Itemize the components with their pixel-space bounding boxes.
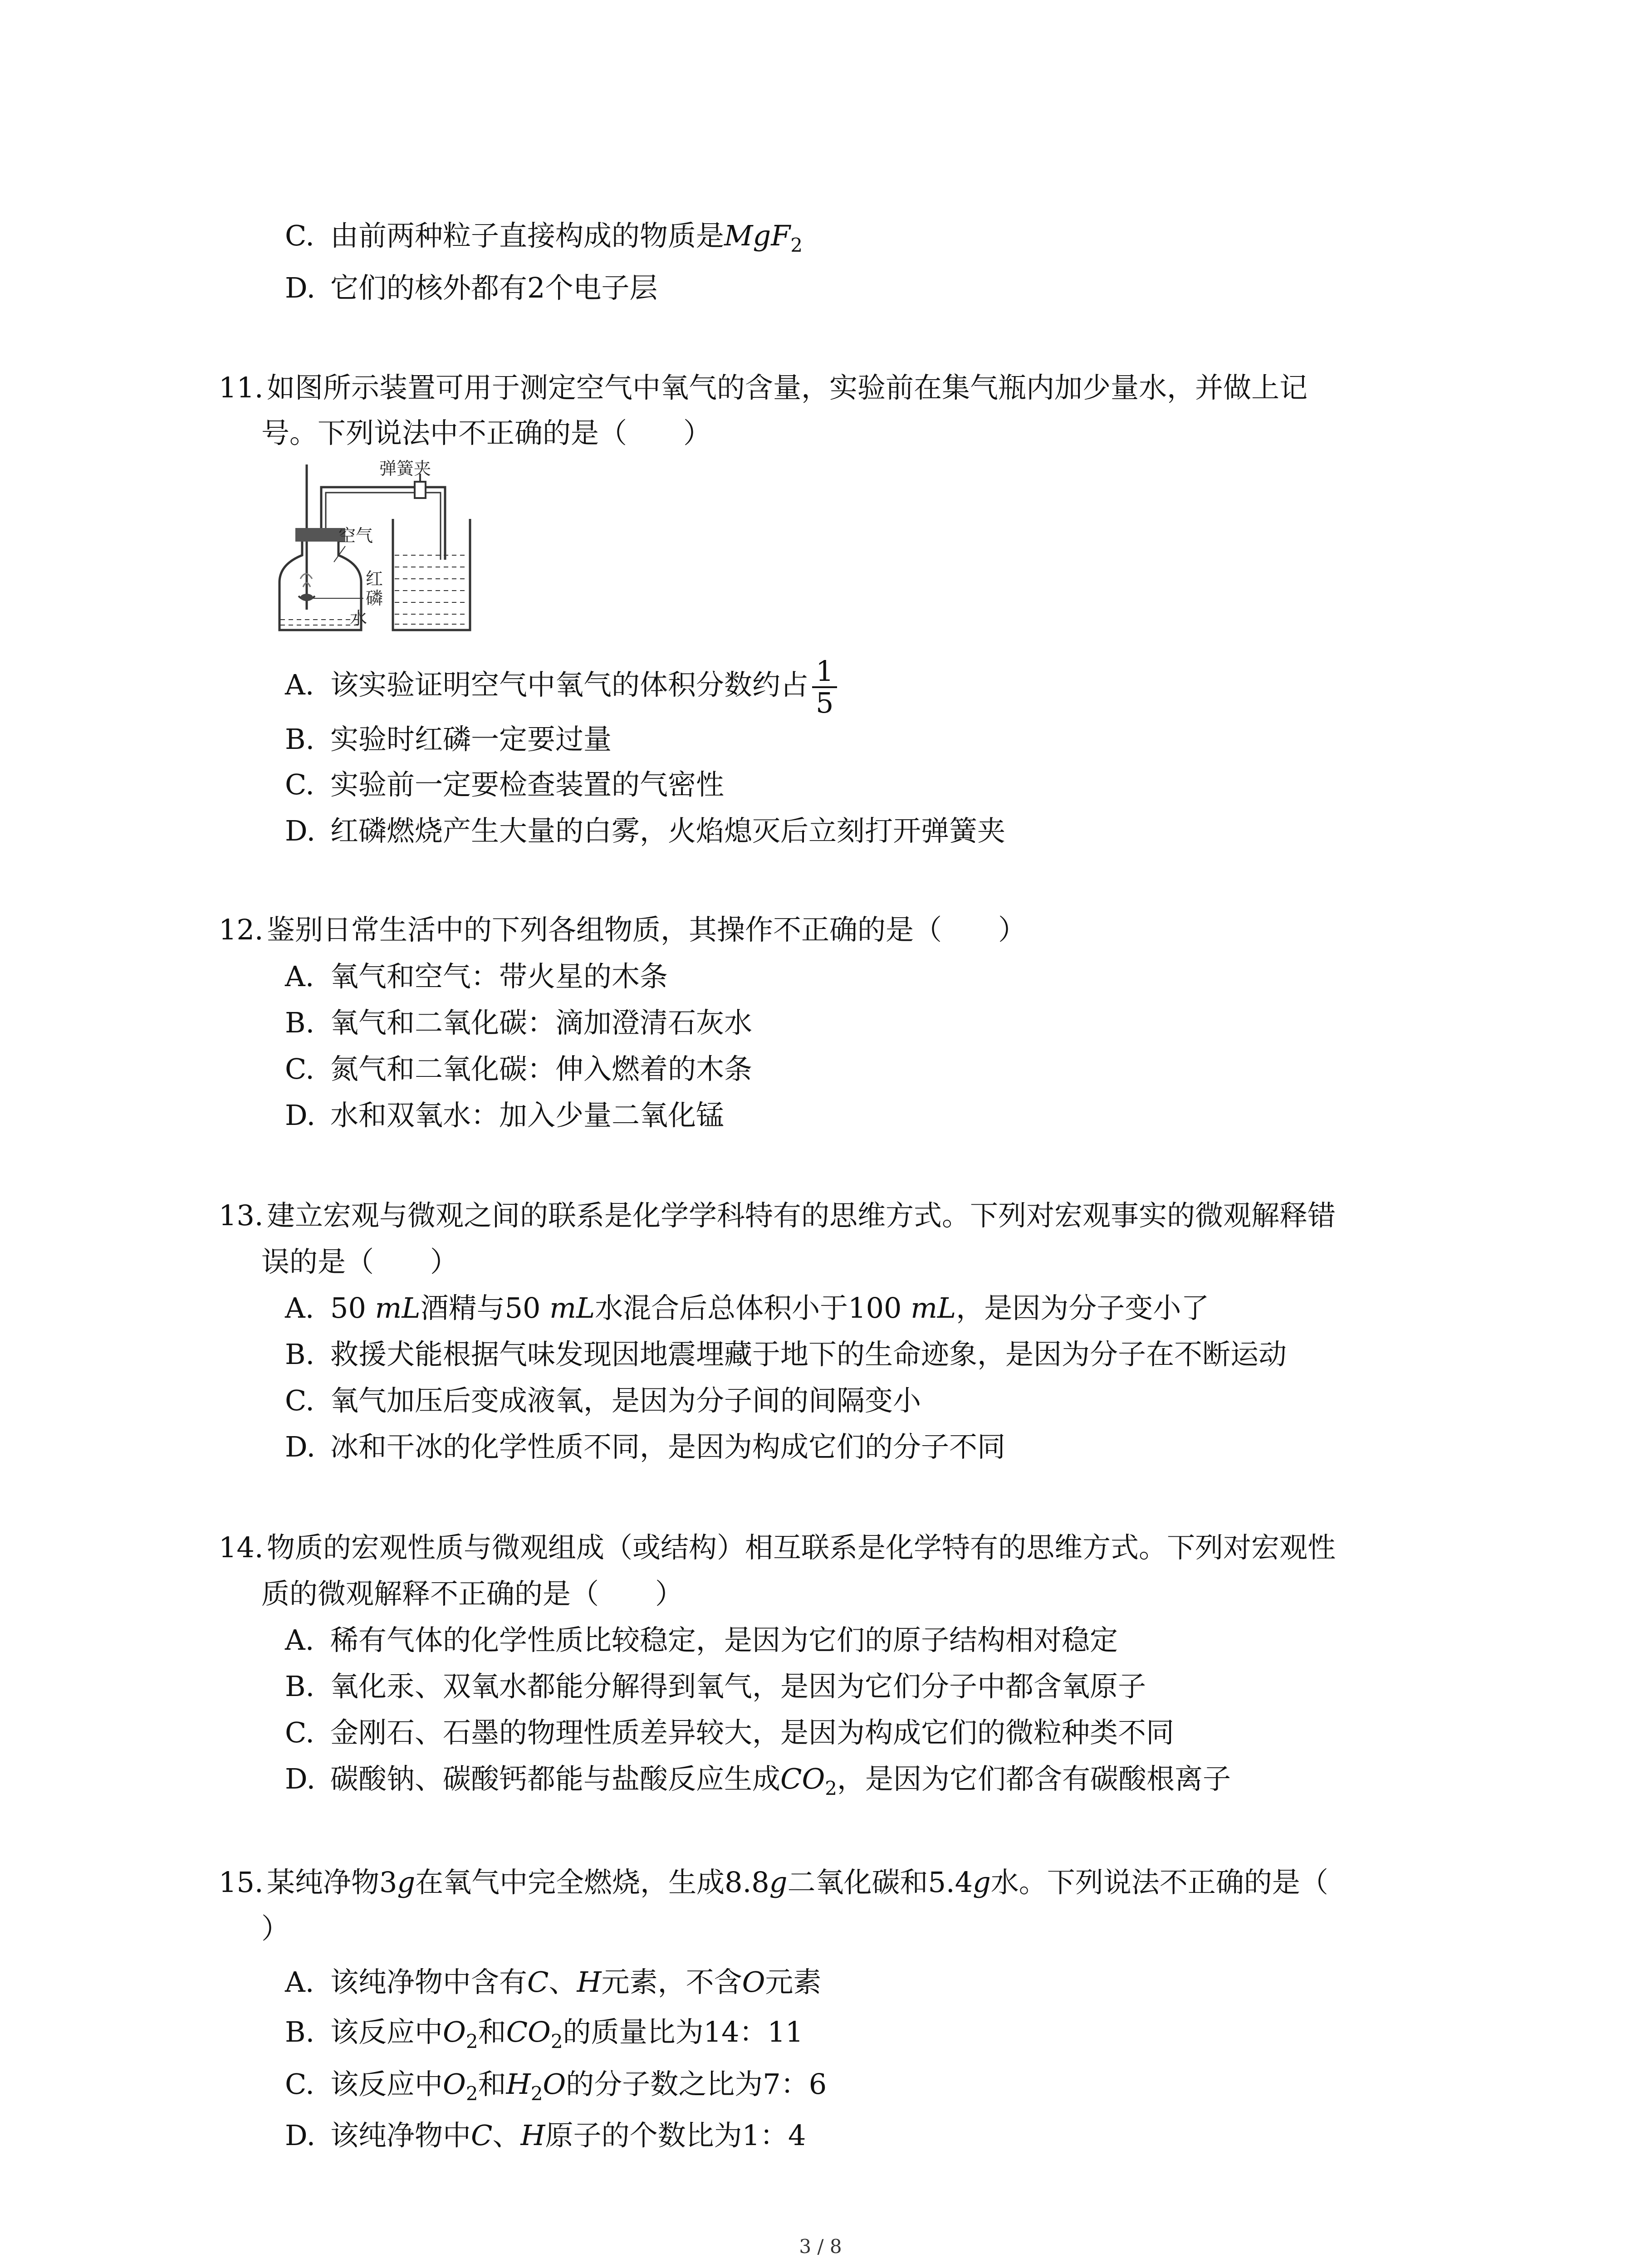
q12-stem: 12. 鉴别日常生活中的下列各组物质，其操作不正确的是（ ） bbox=[219, 913, 1027, 946]
q14-option-b: B. 氧化汞、双氧水都能分解得到氧气，是因为它们分子中都含氧原子 bbox=[285, 1670, 1146, 1703]
fraction-one-fifth: $\frac{1}{5}$ bbox=[812, 656, 837, 718]
q15-option-d: D. 该纯净物中C、H原子的个数比为1：4 bbox=[285, 2119, 806, 2152]
gas-collecting-bottle bbox=[279, 542, 361, 630]
q11-stem-line1: 11. 如图所示装置可用于测定空气中氧气的含量，实验前在集气瓶内加少量水，并做上记 bbox=[219, 371, 1308, 404]
q10-option-d: D. 它们的核外都有2个电子层 bbox=[285, 271, 658, 304]
q11-option-c: C. 实验前一定要检查装置的气密性 bbox=[285, 768, 725, 801]
q14-option-d: D. 碳酸钠、碳酸钙都能与盐酸反应生成$CO_2$，是因为它们都含有碳酸根离子 bbox=[285, 1762, 1231, 1799]
q15-option-c: C. 该反应中$O_2$和$H_2O$的分子数之比为7：6 bbox=[285, 2068, 827, 2105]
q11-option-a: A. 该实验证明空气中氧气的体积分数约占 $\frac{1}{5}$ bbox=[285, 655, 837, 718]
beaker bbox=[393, 519, 470, 630]
q10-option-c: C. 由前两种粒子直接构成的物质是MgF$_2$ bbox=[285, 219, 803, 256]
oxygen-measurement-apparatus-figure bbox=[270, 460, 552, 641]
figure-label-water: 水 bbox=[350, 608, 367, 628]
q15-stem-line1: 15. 某纯净物3g在氧气中完全燃烧，生成8.8g二氧化碳和5.4g水。下列说法不正确的是（ bbox=[219, 1866, 1328, 1899]
q13-option-b: B. 救援犬能根据气味发现因地震埋藏于地下的生命迹象，是因为分子在不断运动 bbox=[285, 1338, 1287, 1371]
q14-stem-line1: 14. 物质的宏观性质与微观组成（或结构）相互联系是化学特有的思维方式。下列对宏观性 bbox=[219, 1531, 1336, 1564]
q13-option-a: A. 50 mL酒精与50 mL水混合后总体积小于100 mL，是因为分子变小了 bbox=[285, 1291, 1210, 1325]
figure-label-red-2: 磷 bbox=[366, 588, 383, 608]
beaker-water bbox=[395, 555, 468, 624]
q13-stem-line1: 13. 建立宏观与微观之间的联系是化学学科特有的思维方式。下列对宏观事实的微观解释错 bbox=[219, 1199, 1336, 1232]
q15-stem-line2: ） bbox=[261, 1912, 290, 1945]
q11-option-b: B. 实验时红磷一定要过量 bbox=[285, 723, 612, 756]
page-number: 3 / 8 bbox=[799, 2235, 842, 2258]
q15-option-a: A. 该纯净物中含有C、H元素，不含O元素 bbox=[285, 1965, 822, 1999]
rubber-stopper bbox=[295, 528, 345, 542]
q15-option-b: B. 该反应中$O_2$和$CO_2$的质量比为14：11 bbox=[285, 2015, 803, 2053]
q13-option-c: C. 氧气加压后变成液氧，是因为分子间的间隔变小 bbox=[285, 1384, 921, 1417]
delivery-tube bbox=[321, 487, 445, 560]
q14-option-c: C. 金刚石、石墨的物理性质差异较大，是因为构成它们的微粒种类不同 bbox=[285, 1716, 1175, 1749]
q14-stem-line2: 质的微观解释不正确的是（ ） bbox=[261, 1577, 684, 1610]
figure-label-air: 空气 bbox=[338, 526, 373, 546]
q11-option-d: D. 红磷燃烧产生大量的白雾，火焰熄灭后立刻打开弹簧夹 bbox=[285, 814, 1006, 847]
figure-label-clip: 弹簧夹 bbox=[379, 460, 431, 479]
q13-option-d: D. 冰和干冰的化学性质不同，是因为构成它们的分子不同 bbox=[285, 1430, 1006, 1463]
q14-option-a: A. 稀有气体的化学性质比较稳定，是因为它们的原子结构相对稳定 bbox=[285, 1623, 1118, 1657]
q13-stem-line2: 误的是（ ） bbox=[261, 1245, 459, 1278]
q12-option-b: B. 氧气和二氧化碳：滴加澄清石灰水 bbox=[285, 1006, 753, 1039]
q12-option-d: D. 水和双氧水：加入少量二氧化锰 bbox=[285, 1099, 725, 1132]
q12-option-c: C. 氮气和二氧化碳：伸入燃着的木条 bbox=[285, 1052, 753, 1085]
q12-option-a: A. 氧气和空气：带火星的木条 bbox=[285, 960, 668, 993]
formula-co2: $CO_2$ bbox=[780, 1762, 838, 1799]
q11-stem-line2: 号。下列说法中不正确的是（ ） bbox=[261, 416, 712, 450]
formula-mgf2: MgF$_2$ bbox=[724, 219, 803, 256]
spring-clamp bbox=[415, 482, 426, 498]
figure-label-red-1: 红 bbox=[366, 569, 383, 589]
